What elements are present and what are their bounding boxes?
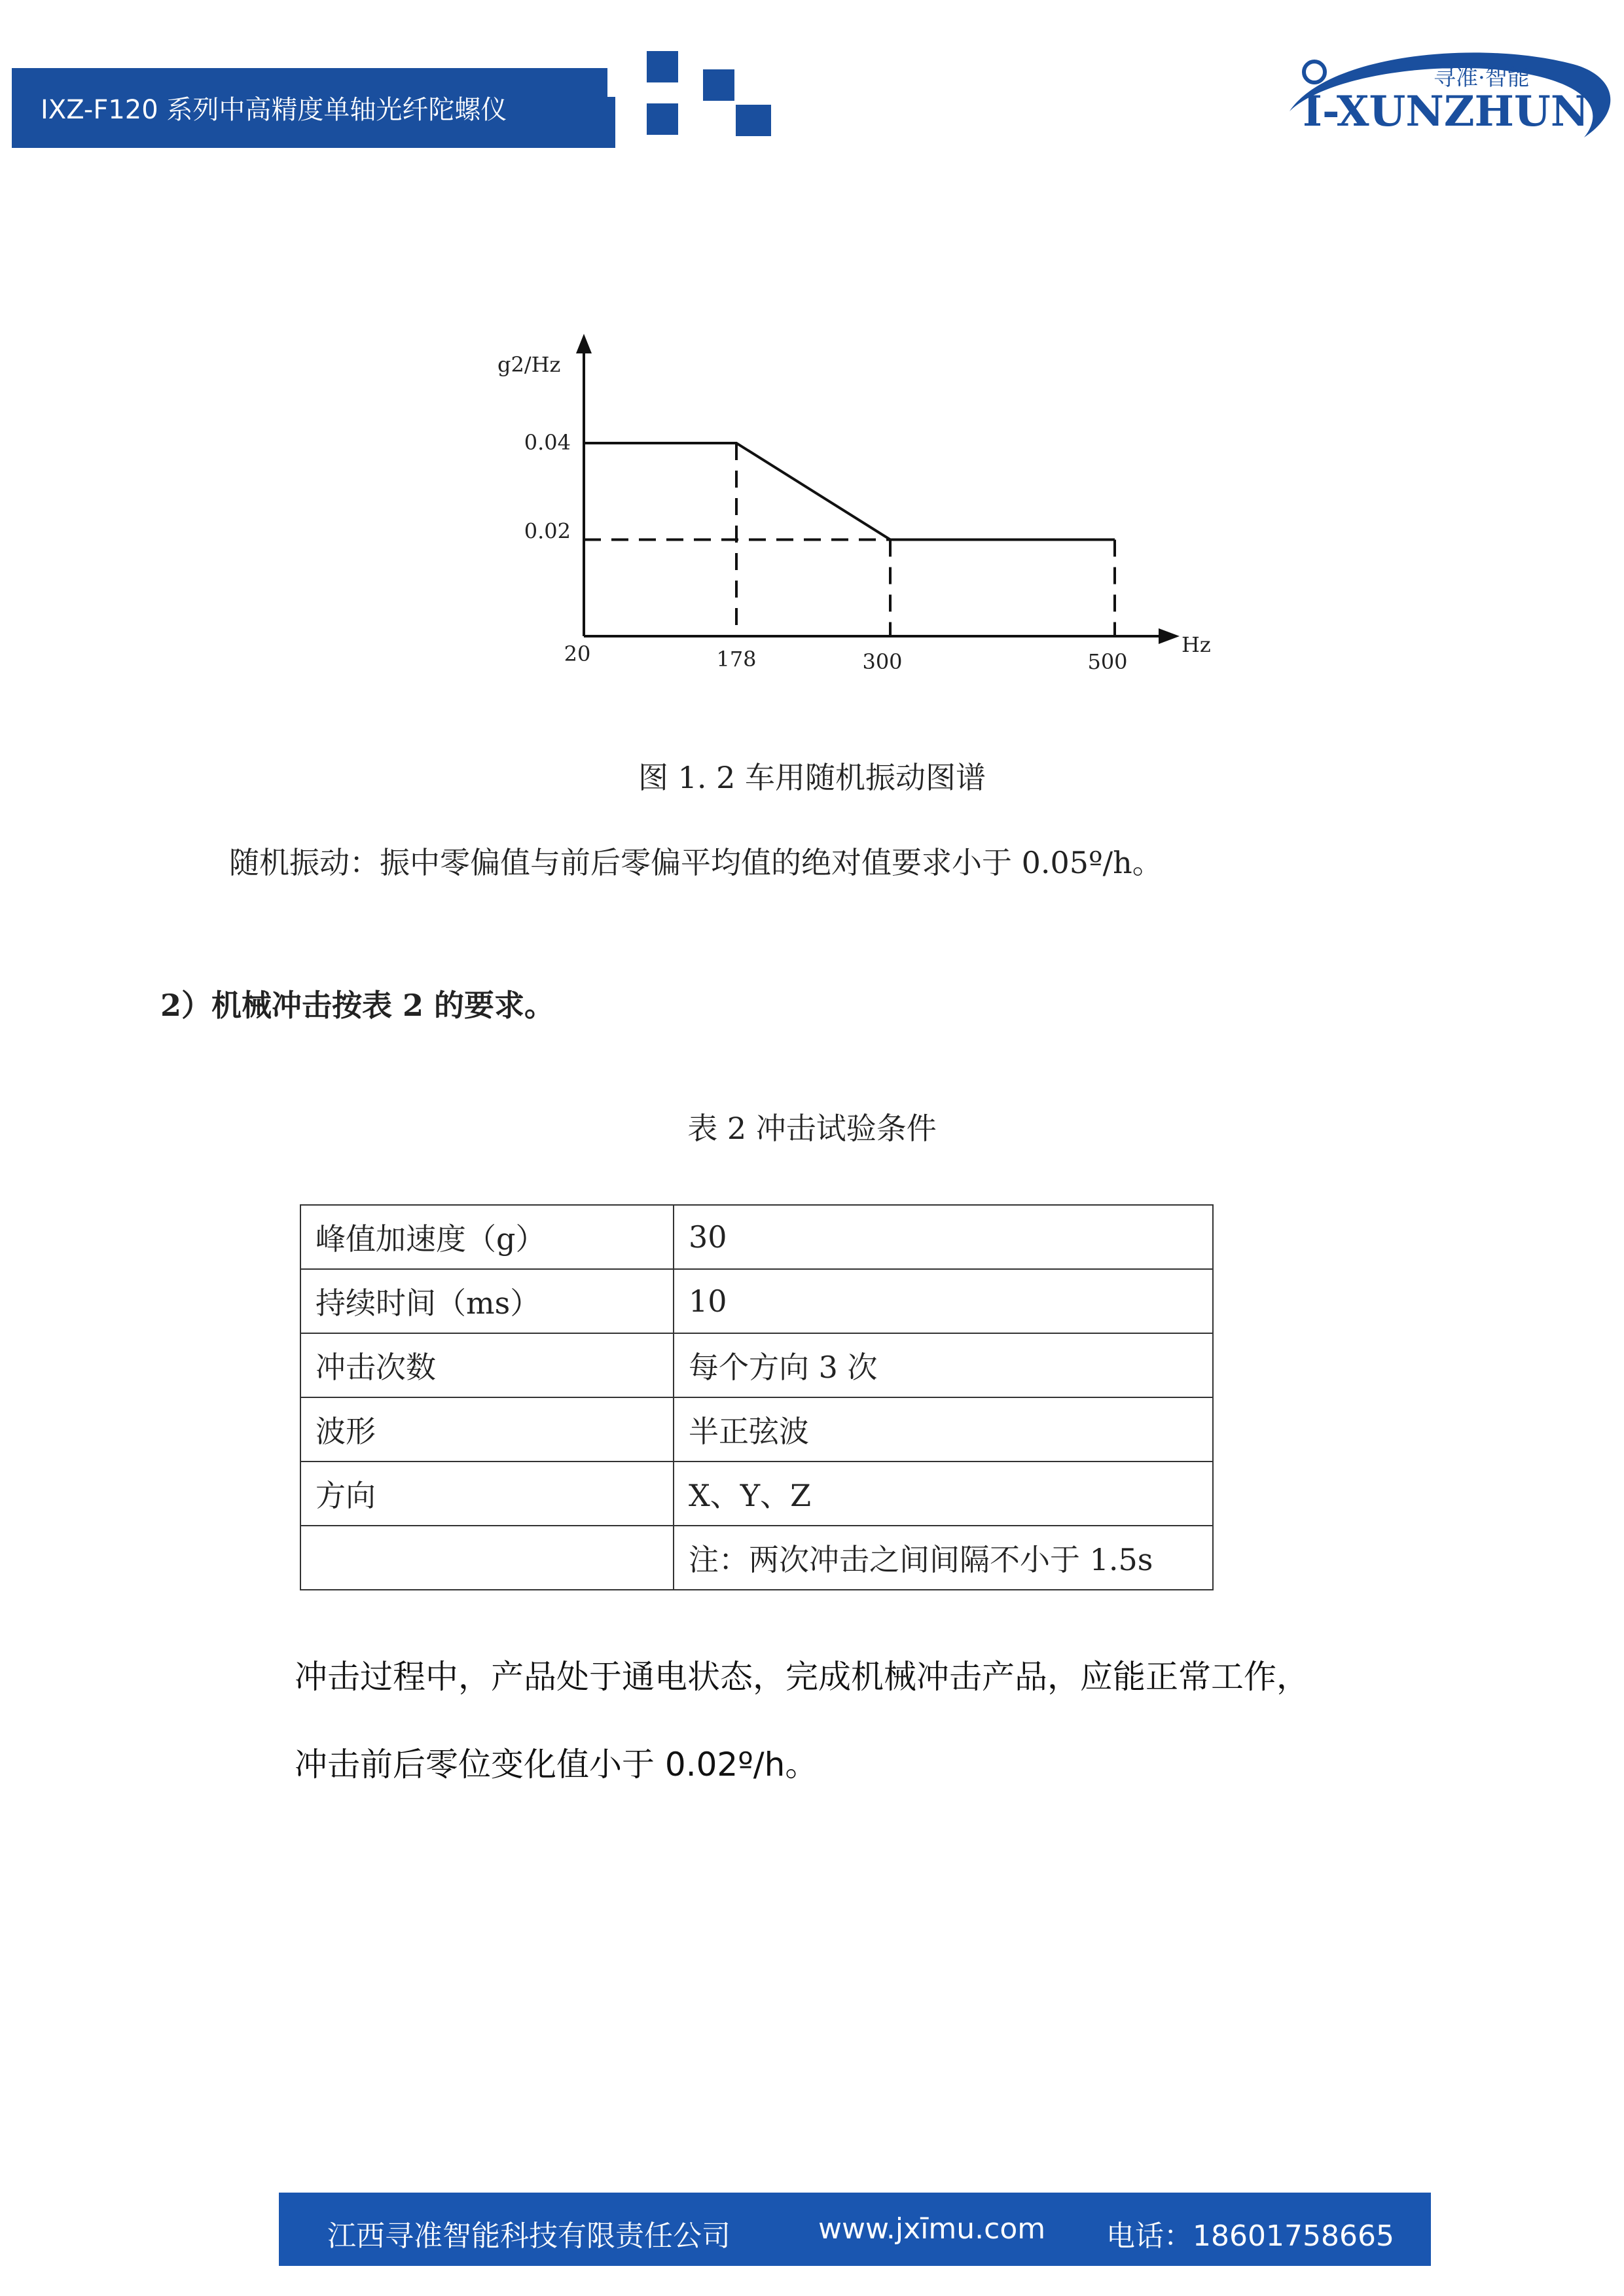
x-axis-arrow (1159, 628, 1180, 644)
table-caption: 表 2 冲击试验条件 (687, 1111, 937, 1146)
chart-labels (497, 352, 1211, 674)
table-cell-label: 峰值加速度（g） (300, 1205, 674, 1269)
table-row (300, 1462, 1213, 1526)
company-logo (1270, 39, 1623, 151)
decor-square-3 (647, 103, 678, 135)
footer-phone: 电话：18601758665 (1106, 2219, 1394, 2253)
chart-series-line (584, 443, 1115, 540)
x-tick-label: 500 (1087, 649, 1128, 674)
table-row (300, 1526, 1213, 1590)
shock-test-table (300, 1204, 1214, 1590)
table-cell-value: 每个方向 3 次 (674, 1333, 1213, 1397)
vibration-requirement-text: 随机振动：振中零偏值与前后零偏平均值的绝对值要求小于 0.05º/h。 (229, 845, 1163, 880)
table-row (300, 1397, 1213, 1462)
x-tick-label: 300 (862, 649, 903, 674)
logo-cn-text: 寻准·智能 (1434, 65, 1530, 91)
footer-website[interactable]: www.jxīmu.com (818, 2212, 1046, 2246)
y-axis-arrow (576, 334, 592, 353)
decor-square-1 (647, 51, 678, 82)
table-cell-value: 半正弦波 (674, 1397, 1213, 1462)
table-row (300, 1269, 1213, 1333)
document-title: IXZ-F120 系列中高精度单轴光纤陀螺仪 (41, 95, 507, 125)
table-cell-label: 冲击次数 (300, 1333, 674, 1397)
y-tick-label: 0.04 (524, 430, 571, 455)
y-tick-label: 0.02 (524, 518, 571, 544)
figure-caption: 图 1. 2 车用随机振动图谱 (638, 760, 986, 795)
shock-process-text: 冲击过程中，产品处于通电状态，完成机械冲击产品，应能正常工作， (295, 1658, 1309, 1696)
shock-zero-change-text: 冲击前后零位变化值小于 0.02º/h。 (295, 1746, 818, 1784)
logo-en-text: I-XUNZHUN (1303, 87, 1589, 136)
section-heading: 2）机械冲击按表 2 的要求。 (160, 988, 555, 1023)
table-cell-label: 持续时间（ms） (300, 1269, 674, 1333)
x-tick-label: 20 (564, 641, 591, 666)
table-cell-value: 30 (674, 1205, 1213, 1269)
table-cell-value: 注：两次冲击之间间隔不小于 1.5s (674, 1526, 1213, 1590)
x-tick-label: 178 (716, 647, 757, 672)
x-axis-label: Hz (1182, 632, 1211, 657)
chart-axes (576, 334, 1180, 644)
table-row (300, 1333, 1213, 1397)
decor-square-4 (736, 105, 771, 136)
footer-company: 江西寻准智能科技有限责任公司 (327, 2219, 731, 2253)
table-cell-value: 10 (674, 1269, 1213, 1333)
decor-square-2 (703, 69, 734, 101)
vibration-spectrum-chart (484, 327, 1244, 694)
table-cell-label: 方向 (300, 1462, 674, 1526)
y-axis-label: g2/Hz (497, 352, 561, 377)
footer-bar (279, 2193, 1431, 2266)
table-row (300, 1205, 1213, 1269)
table-cell-label (300, 1526, 674, 1590)
table-cell-value: X、Y、Z (674, 1462, 1213, 1526)
series-line (584, 443, 1115, 540)
table-cell-label: 波形 (300, 1397, 674, 1462)
header-banner-tail (517, 97, 615, 148)
